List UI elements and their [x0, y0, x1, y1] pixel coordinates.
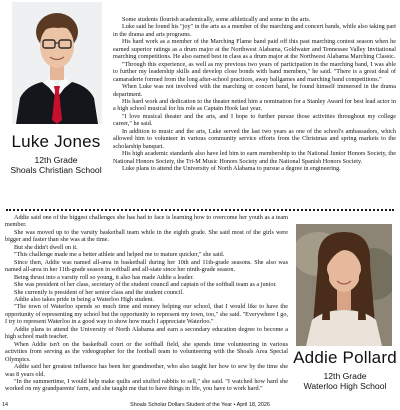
article-paragraph: His hard work as a member of the Marching Flame band paid off this past marching contest season when he earned superior ratings as a drum major at the Northwest Alabama, Goldwater and Tennessee Valley Invitational marching competitions. He also earned best in class as a drum major at the Northwest Alabama Marching Classic.: [113, 38, 396, 61]
student-name-block-luke: [0, 132, 112, 175]
student-profile-addie: [0, 214, 400, 398]
article-paragraph: "In the summertime, I would help make quilts and stuffed rabbits to sell," she said. "I watched how hard she worked on my grandparents' farm, and she taught me that to have things in life, you have to work hard.": [5, 377, 288, 393]
article-body-luke: [113, 16, 396, 173]
section-divider: [6, 209, 394, 211]
article-paragraph: Addie said one of the biggest challenges she has had to face is learning how to overcome her youth as a team member.: [5, 214, 288, 229]
article-paragraph: "The town of Waterloo spends so much time and money helping our school, that I would like to have the opportunity of representing my school but the opportunity to represent my town, too," she said. "Everywhere I go, I try to represent Waterloo in a good way to show how much I appreciate Waterloo.": [5, 303, 288, 326]
student-school: Waterloo High School: [303, 381, 387, 391]
article-body-addie: [5, 214, 288, 393]
article-paragraph: "Through this experience, as well as my previous two years of participation in the marching band, I was able to further my leadership skills and develop close bonds with band members," he said. "There is a great deal of camaraderie formed from the long after-school practices, away ballgames and marching band competitions.": [113, 60, 396, 83]
article-paragraph: She was president of her class, secretary of the student council and captain of the softball team as a junior.: [14, 281, 277, 289]
article-paragraph: Addie said her greatest influence has been her grandmother, who also taught her how to sew by the time she was 8 years old.: [5, 363, 288, 378]
student-grade: 12th Grade: [323, 371, 367, 381]
article-paragraph: His hard work and dedication to the theater netted him a nomination for a Stanley Award for best lead actor in a high school musical for his role as Captain Hook last year.: [113, 97, 396, 113]
article-paragraph: She currently is president of her senior class and the student council.: [14, 288, 184, 296]
student-name-block-addie: [290, 348, 400, 391]
student-photo-luke: [12, 2, 102, 124]
article-paragraph: But she didn't dwell on it.: [14, 243, 78, 251]
student-name: Luke Jones: [11, 132, 101, 151]
article-paragraph: "I love musical theater and the arts, and I hope to further pursue those activities throughout my college career," he said.: [113, 112, 396, 128]
page-footer: [0, 400, 400, 410]
student-grade: 12th Grade: [34, 155, 78, 165]
article-paragraph: Being thrust into a varsity roll so young, it also has made Addie a leader.: [14, 273, 194, 281]
article-paragraph: Luke plans to attend the University of North Alabama to pursue a degree in engineering.: [122, 165, 341, 173]
article-paragraph: In addition to music and the arts, Luke served the last two years as one of the school's ambassadors, which allowed him to volunteer in various community service efforts from the Christmas and spring markets to the scholarship banquet.: [113, 127, 396, 150]
article-paragraph: When Addie isn't on the basketball court or the softball field, she spends time volunteering in various activities from serving as the videographer for the football team to volunteering with the Shoals Area Special Olympics.: [5, 340, 288, 363]
article-paragraph: "This challenge made me a better athlete and helped me to mature quicker," she said.: [14, 251, 225, 259]
article-paragraph: His high academic standards also have led him to earn membership to the National Junior Honors Society, the National Honors Society, the Tri-M Music Honors Society and the National Spanish Honors Society.: [113, 150, 396, 165]
article-paragraph: Luke said he found his "joy" in the arts as a member of the marching and concert bands, while also taking part in the drama and arts programs.: [113, 23, 396, 38]
article-paragraph: Some students flourish academically, some athletically and some in the arts.: [122, 16, 311, 23]
article-paragraph: Addie also takes pride in being a Waterloo High student.: [14, 295, 154, 303]
page-number: 14: [2, 402, 8, 408]
article-paragraph: Since then, Addie was named all-area in basketball during her 10th and 11th-grade seasons. She also was named all-area in her 11th-grade season in softball and all-state since her ninth-grade season.: [5, 258, 288, 274]
article-paragraph: When Luke was not involved with the marching or concert band, he found himself immersed in the drama department.: [113, 83, 396, 98]
student-school: Shoals Christian School: [10, 165, 102, 175]
article-paragraph: Addie plans to attend the University of North Alabama and earn a secondary education degree to become a high school math teacher.: [5, 325, 288, 341]
student-name: Addie Pollard: [293, 348, 397, 367]
student-photo-addie: [296, 224, 392, 346]
publication-line: Shoals Scholar Dollars Student of the Year • April 18, 2026: [130, 402, 270, 408]
article-paragraph: She was moved up to the varsity basketball team while in the eighth grade. She said most of the girls were bigger and faster than she was at the time.: [5, 228, 288, 244]
